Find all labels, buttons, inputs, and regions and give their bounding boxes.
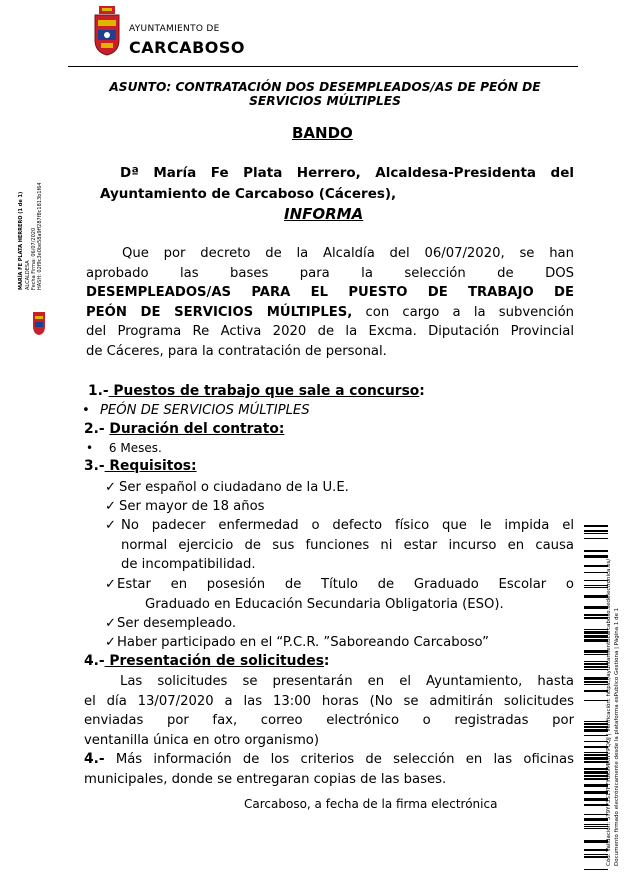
intro-line-1: Que por decreto de la Alcaldía del 06/07/2020, se han xyxy=(122,246,574,261)
check-icon: ✓ xyxy=(105,518,117,533)
intro-line-5: del Programa Re Activa 2020 de la Excma. Diputación Provincial xyxy=(86,324,574,339)
section-2-heading xyxy=(84,421,284,437)
section-1-item xyxy=(82,401,310,421)
section-5-line-1-text: Más información de los criterios de selección en las oficinas xyxy=(104,752,574,767)
requirement-3-line-1: No padecer enfermedad o defecto físico que le impida el xyxy=(121,518,574,533)
signature-date: Fecha Firma: 06/07/2020 xyxy=(31,227,37,290)
document-title: BANDO xyxy=(292,124,353,142)
section-4-paragraph xyxy=(84,672,574,750)
signer-role: ALCALDESA xyxy=(25,260,31,290)
requirement-5-text: Ser desempleado. xyxy=(117,616,237,631)
requirement-4 xyxy=(105,575,574,614)
intro-line-3: DESEMPLEADOS/AS PARA EL PUESTO DE TRABAJO DE xyxy=(86,285,574,300)
section-5-number: 4.- xyxy=(84,751,105,767)
section-1-number: 1.- xyxy=(88,383,109,399)
intro-line-6: de Cáceres, para la contratación de personal. xyxy=(86,343,387,359)
section-4-line-4: ventanilla única en otro organismo) xyxy=(84,732,320,748)
barcode-icon xyxy=(584,525,608,870)
section-2-number: 2.- xyxy=(84,421,105,437)
intro-paragraph xyxy=(86,244,574,361)
requirement-6 xyxy=(105,633,489,653)
intro-line-4-rest: con cargo a la subvención xyxy=(352,304,574,320)
section-4-number: 4.- xyxy=(84,653,105,669)
intro-line-4 xyxy=(86,303,574,323)
requirement-2-text: Ser mayor de 18 años xyxy=(119,499,265,514)
mayor-paragraph xyxy=(100,163,574,205)
requirement-2 xyxy=(105,497,265,517)
check-icon: ✓ xyxy=(105,499,117,514)
bullet-icon: • xyxy=(82,403,90,418)
org-name: CARCABOSO xyxy=(129,38,245,57)
informa-heading: INFORMA xyxy=(284,205,364,223)
section-1-title: Puestos de trabajo que sale a concurso xyxy=(108,383,420,399)
section-1-item-text: PEÓN DE SERVICIOS MÚLTIPLES xyxy=(99,403,310,418)
requirement-3-line-2: normal ejercicio de sus funciones ni estar incurso en causa xyxy=(121,537,574,553)
requirement-4-text: Estar en posesión de Título de Graduado Escolar o xyxy=(117,577,574,592)
section-2-item-text: 6 Meses. xyxy=(108,441,162,455)
section-4-title: Presentación de solicitudes xyxy=(104,653,324,669)
check-icon: ✓ xyxy=(105,480,117,495)
section-2-title: Duración del contrato: xyxy=(109,421,285,437)
coat-of-arms-icon xyxy=(93,6,121,56)
subject-heading: ASUNTO: CONTRATACIÓN DOS DESEMPLEADOS/AS DE PEÓN DE SERVICIOS MÚLTIPLES xyxy=(109,80,541,108)
section-1-colon: : xyxy=(419,383,425,399)
requirement-4-line-1 xyxy=(105,575,574,595)
requirement-3-line-3: de incompatibilidad. xyxy=(121,557,256,572)
section-3-heading xyxy=(84,458,197,474)
header-divider xyxy=(68,66,578,67)
mayor-line-2: Ayuntamiento de Carcaboso (Cáceres), xyxy=(100,186,397,202)
signer-name: MARÍA FE PLATA HERRERO (1 de 1) xyxy=(18,191,24,290)
section-4-line-3: enviadas por fax, correo electrónico o registradas por xyxy=(84,713,574,728)
intro-line-2: aprobado las bases para la selección de DOS xyxy=(86,265,574,281)
header-logo xyxy=(93,6,253,61)
coat-of-arms-icon xyxy=(32,310,46,336)
requirement-6-text: Haber participado en el “P.C.R. ”Saboreando Carcaboso” xyxy=(117,635,489,650)
check-icon: ✓ xyxy=(105,577,117,592)
org-label: AYUNTAMIENTO DE xyxy=(129,24,220,34)
mayor-line-1: Dª María Fe Plata Herrero, Alcaldesa-Presidenta del xyxy=(120,165,574,181)
section-5-line-1 xyxy=(84,750,574,770)
section-4-line-2: el día 13/07/2020 a las 13:00 horas (No se admitirán solicitudes xyxy=(84,693,574,709)
section-1-heading xyxy=(88,383,425,399)
check-icon: ✓ xyxy=(105,616,117,631)
bullet-icon: • xyxy=(86,441,94,455)
requirement-3 xyxy=(105,516,574,575)
requirement-4-line-2: Graduado en Educación Secundaria Obligatoria (ESO). xyxy=(145,596,504,612)
section-4-heading xyxy=(84,653,329,669)
requirement-5 xyxy=(105,614,236,634)
section-3-number: 3.- xyxy=(84,458,105,474)
section-4-line-1: Las solicitudes se presentarán en el Ayuntamiento, hasta xyxy=(120,674,574,689)
validation-platform: Documento firmado electrónicamente desde la plataforma esPublico Gestiona | Página 1 de 1 xyxy=(614,607,620,866)
signature-strip xyxy=(14,180,64,360)
section-5-line-2: municipales, donde se entregaran copias de las bases. xyxy=(84,771,447,787)
signature-hash: HASH: 02f9c3e0be58a9ff287f8c1813b1f64 xyxy=(37,182,43,290)
section-3-title: Requisitos: xyxy=(104,458,197,474)
check-icon: ✓ xyxy=(105,635,117,650)
requirement-1-text: Ser español o ciudadano de la U.E. xyxy=(119,480,349,495)
footer-date: Carcaboso, a fecha de la firma electrónica xyxy=(244,797,498,811)
section-5-paragraph xyxy=(84,750,574,789)
requirement-1 xyxy=(105,478,349,498)
intro-line-4-bold: PEÓN DE SERVICIOS MÚLTIPLES, xyxy=(86,304,353,320)
section-4-colon: : xyxy=(323,653,330,669)
section-2-item xyxy=(86,441,162,455)
validation-code: Cód. Validación: 5T9YP3S17FYY6K9MRTFFPQQJ | Verificación: https://ayuntamientocarcaboso.sedelectronica.es/ xyxy=(606,558,612,866)
